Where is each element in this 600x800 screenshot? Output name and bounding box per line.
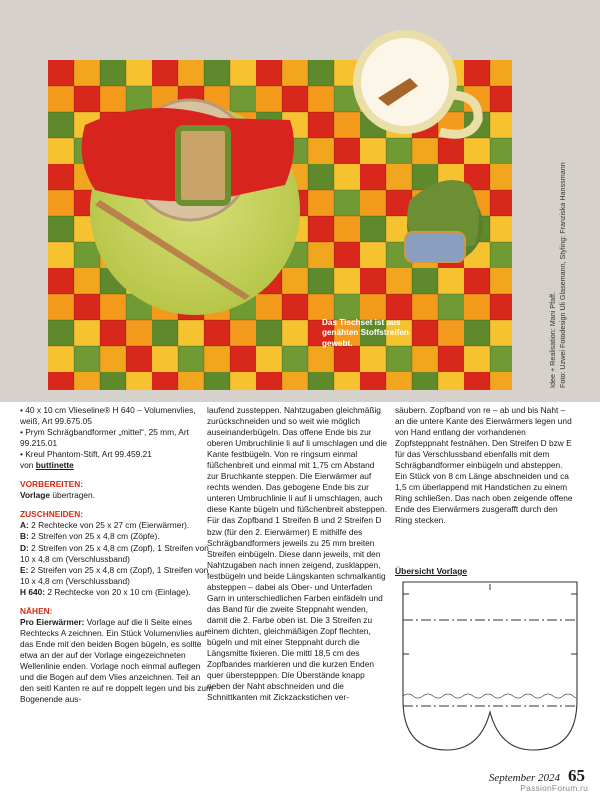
vorbereiten-body: übertragen.	[50, 490, 95, 501]
text-column-1	[20, 405, 215, 705]
cut-item	[20, 520, 215, 531]
page-number: 65	[568, 766, 585, 785]
naehen-body-1: Vorlage auf die li Seite eines Rechtecks A zeichnen. Ein Stück Volumenvlies auf das Ende mit den beiden Bogen bügeln, es sollte etwa an der auf der Vorlage eingezeichneten Wellenlinie enden. Vorlage noch einmal auflegen und die Bogen auf dem Vlies anzeichnen. Teil an den seitl Kanten re auf re doppelt legen und bis zum Bogenende aus-	[20, 616, 213, 705]
cut-item	[20, 565, 215, 587]
cut-label: D:	[20, 542, 29, 553]
cut-label: H 640:	[20, 586, 46, 597]
cut-text: 2 Rechtecke von 20 x 10 cm (Einlage).	[45, 586, 191, 597]
template-diagram	[395, 578, 585, 763]
cut-text: 2 Rechtecke von 25 x 27 cm (Eierwärmer).	[28, 520, 190, 531]
credits-line-2: Foto: Uzwei Fotodesign Uli Glasemann, Styling: Franziska Hanssmann	[557, 162, 567, 388]
naehen-text-3: Für das Zopfband 1 Streifen B und 2 Streifen D bzw (für den 2. Eierwärmer) E mithilfe des Schrägbandformers jeweils zu 25 mm breiten Streifen einbügeln. Diese dann jeweils, mit den Nahtzugaben nach innen zeigend, zusklappen, festbügeln und beide Längskanten schmalkantig absteppen – dabei als Ober- und Unterfaden Garn in unterschiedlichen Farben einfädeln und das Band für die zweite Steppnaht wenden, damit die 2. Farbe oben ist. Die 3 Streifen zu einem dichten, gleichmäßigen Zopf flechten, bügeln und mit einer Steppnaht durch die Längsmitte fixieren. Die mittl 18,5 cm des Zopfbandes markieren und die kurzen Enden quer überstepppen. Die Überstände knapp neben der Naht abschneiden und die Schnittkanten mit Zickzackstichen ver-	[207, 515, 386, 703]
naehen-text-4: säubern. Zopfband von re – ab und bis Naht – an die untere Kante des Eierwärmers legen und von Hand entlang der vorhandenen Zopfsteppnaht festnähen. Den Streifen D bzw E für das Verschlussband ebenfalls mit dem Schrägbandformer einbügeln und absteppen. Ein Stück von 8 cm Länge abschneiden und ca 1,5 cm überlappend mit Handstichen zu einem Ring schließen. Das nach oben zeigende offene Ende des Eierwärmers zusgerafft durch den Ring stecken.	[395, 405, 573, 526]
section-heading-vorbereiten: VORBEREITEN:	[20, 479, 84, 490]
cut-label: E:	[20, 564, 29, 575]
naehen-text-1	[20, 617, 215, 705]
cut-text: 2 Streifen von 25 x 4,8 cm (Zopf), 1 Streifen von 10 x 4,8 cm (Verschlussband)	[20, 564, 209, 586]
section-heading-zuschneiden: ZUSCHNEIDEN:	[20, 509, 84, 520]
template-title: Übersicht Vorlage	[395, 566, 468, 576]
issue-month: September 2024	[488, 772, 560, 784]
section-heading-naehen: NÄHEN:	[20, 605, 53, 616]
cut-text: 2 Streifen von 25 x 4,8 cm (Zöpfe).	[28, 531, 160, 542]
material-item: • Prym Schrägbandformer „mittel“, 25 mm, Art 99.215.01	[20, 427, 189, 449]
napkin-ring	[178, 128, 228, 203]
photo-caption: Das Tischset ist aus genähten Stoffstreifen gewebt.	[322, 318, 409, 348]
naehen-text-2: laufend zussteppen. Nahtzugaben gleichmäßig zurückschneiden und so weit wie möglich auseinanderbügeln. Das offene Ende bis zur oberen Umbruchlinie li auf li umschlagen und die Kante festbügeln. Von re ringsum einmal füßchenbreit und einmal mit 1,75 cm Abstand zur Bruchkante steppen. Die Eierwärmer auf rechts wenden. Das gebogene Ende bis zur unteren Umbruchlinie li auf li umschlagen, auch diese Kante bügeln und füßchenbreit absteppen.	[207, 405, 387, 515]
text-column-2	[207, 405, 387, 703]
vorbereiten-text	[20, 490, 215, 501]
cut-item	[20, 587, 215, 598]
cut-label: B:	[20, 531, 29, 542]
text-column-3	[395, 405, 575, 527]
cut-text: 2 Streifen von 25 x 4,8 cm (Zopf), 1 Streifen von 10 x 4,8 cm (Verschlussband)	[20, 542, 209, 564]
brand-name: buttinette	[35, 460, 74, 471]
cut-item	[20, 543, 215, 565]
material-item: • Kreul Phantom-Stift, Art 99.459.21	[20, 449, 152, 460]
vorbereiten-term: Vorlage	[20, 490, 50, 501]
photo-credits	[548, 158, 567, 388]
template-outline	[403, 582, 577, 750]
watermark: PassionForum.ru	[520, 783, 588, 793]
cut-label: A:	[20, 520, 29, 531]
naehen-intro: Pro Eierwärmer:	[20, 616, 85, 627]
credits-line-1: Idee + Realisation: Mani Pfaff.	[548, 292, 557, 388]
cut-item	[20, 531, 215, 542]
material-item: • 40 x 10 cm Vlieseline® H 640 – Volumenvlies, weiß, Art 99.675.05	[20, 405, 196, 427]
brand-line	[20, 460, 215, 471]
brand-prefix: von	[20, 460, 34, 471]
